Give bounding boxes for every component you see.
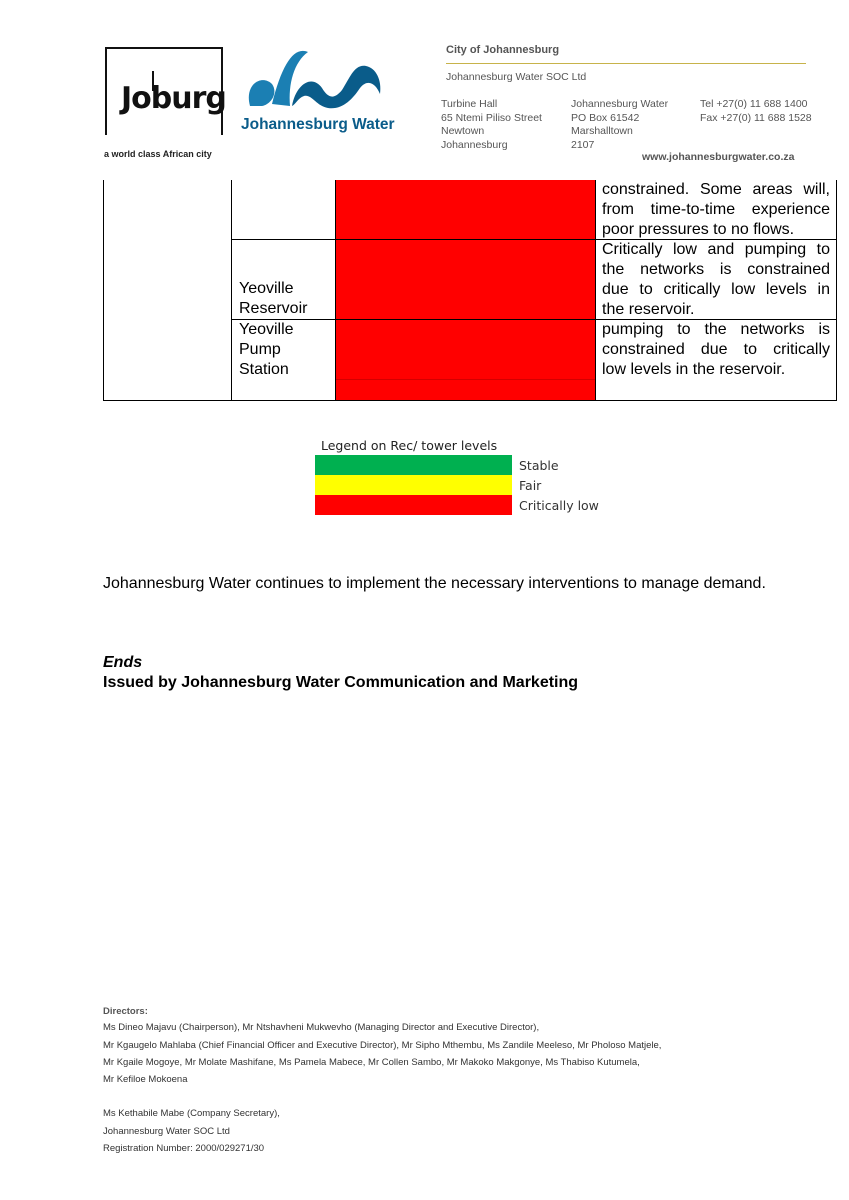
address-line: Johannesburg Water [571,98,669,110]
status-cell-critically-low [335,180,595,401]
header-company: Johannesburg Water SOC Ltd [446,71,587,83]
legend-swatch-critically-low [315,495,512,515]
joburg-logo-text: Joburg [121,81,226,116]
header-city: City of Johannesburg [446,44,560,56]
legend-label-stable: Stable [519,458,559,473]
directors-line: Mr Kgaile Mogoye, Mr Molate Mashifane, Ms Pamela Mabece, Mr Collen Sambo, Mr Makoko Makgonye, Ms Thabiso Kutumela, [103,1057,640,1068]
table-border [595,180,596,401]
directors-line: Ms Dineo Majavu (Chairperson), Mr Ntshavheni Mukwevho (Managing Director and Executive Director), [103,1022,540,1033]
legend-swatch-stable [315,455,512,475]
table-border [103,400,837,401]
address-line: Johannesburg [441,138,508,151]
legend-title: Legend on Rec/ tower levels [321,438,498,453]
legend-swatch-fair [315,475,512,495]
table-border [103,180,104,401]
table-border [836,180,837,401]
company-name-line: Johannesburg Water SOC Ltd [103,1126,230,1137]
table-row-3-name: Yeoville Pump Station [239,321,294,378]
address-line: 2107 [571,138,595,151]
directors-label: Directors: [103,1006,148,1017]
directors-line: Mr Kgaugelo Mahlaba (Chief Financial Officer and Executive Director), Mr Sipho Mthembu, Ms Zandile Meeleso, Mr Pholoso Matjele, [103,1040,662,1051]
joburg-tagline: a world class African city [104,149,212,159]
registration-number: Registration Number: 2000/029271/30 [103,1143,265,1154]
issued-by: Issued by Johannesburg Water Communication and Marketing [103,674,579,691]
address-line: 65 Ntemi Piliso Street [441,111,542,124]
address-line: PO Box 61542 [571,111,640,124]
fax-number: Fax +27(0) 11 688 1528 [700,111,812,124]
secretary-line: Ms Kethabile Mabe (Company Secretary), [103,1108,280,1119]
address-line: Turbine Hall [441,98,498,110]
legend-label-critically-low: Critically low [519,498,599,513]
reservoir-status-table [103,180,837,401]
body-paragraph: Johannesburg Water continues to implement the necessary interventions to manage demand. [103,575,766,592]
table-row-3-description: pumping to the networks is constrained due to critically low levels in the reservoir. [602,321,830,378]
table-row-1-description: constrained. Some areas will, from time-to-time experience poor pressures to no flows. [602,181,830,238]
header-divider [446,63,806,64]
ends-label: Ends [103,654,143,671]
website-link[interactable]: www.johannesburgwater.co.za [642,151,795,163]
address-line: Marshalltown [571,125,633,137]
table-border [335,180,336,401]
contact-info [700,98,812,125]
physical-address [441,98,542,152]
johannesburg-water-logo-icon [242,44,387,116]
legend-label-fair: Fair [519,478,542,493]
table-row-2-name: Yeoville Reservoir [239,280,308,317]
phone-number: Tel +27(0) 11 688 1400 [700,98,808,110]
address-line: Newtown [441,125,485,137]
jw-logo-text: Johannesburg Water [241,116,395,133]
joburg-logo [105,47,226,135]
table-border [231,180,232,401]
directors-line: Mr Kefiloe Mokoena [103,1074,188,1085]
table-row-2-description: Critically low and pumping to the networks is constrained due to critically low levels in the reservoir. [602,241,830,318]
postal-address [571,98,668,152]
cell-inner-line [336,379,595,380]
